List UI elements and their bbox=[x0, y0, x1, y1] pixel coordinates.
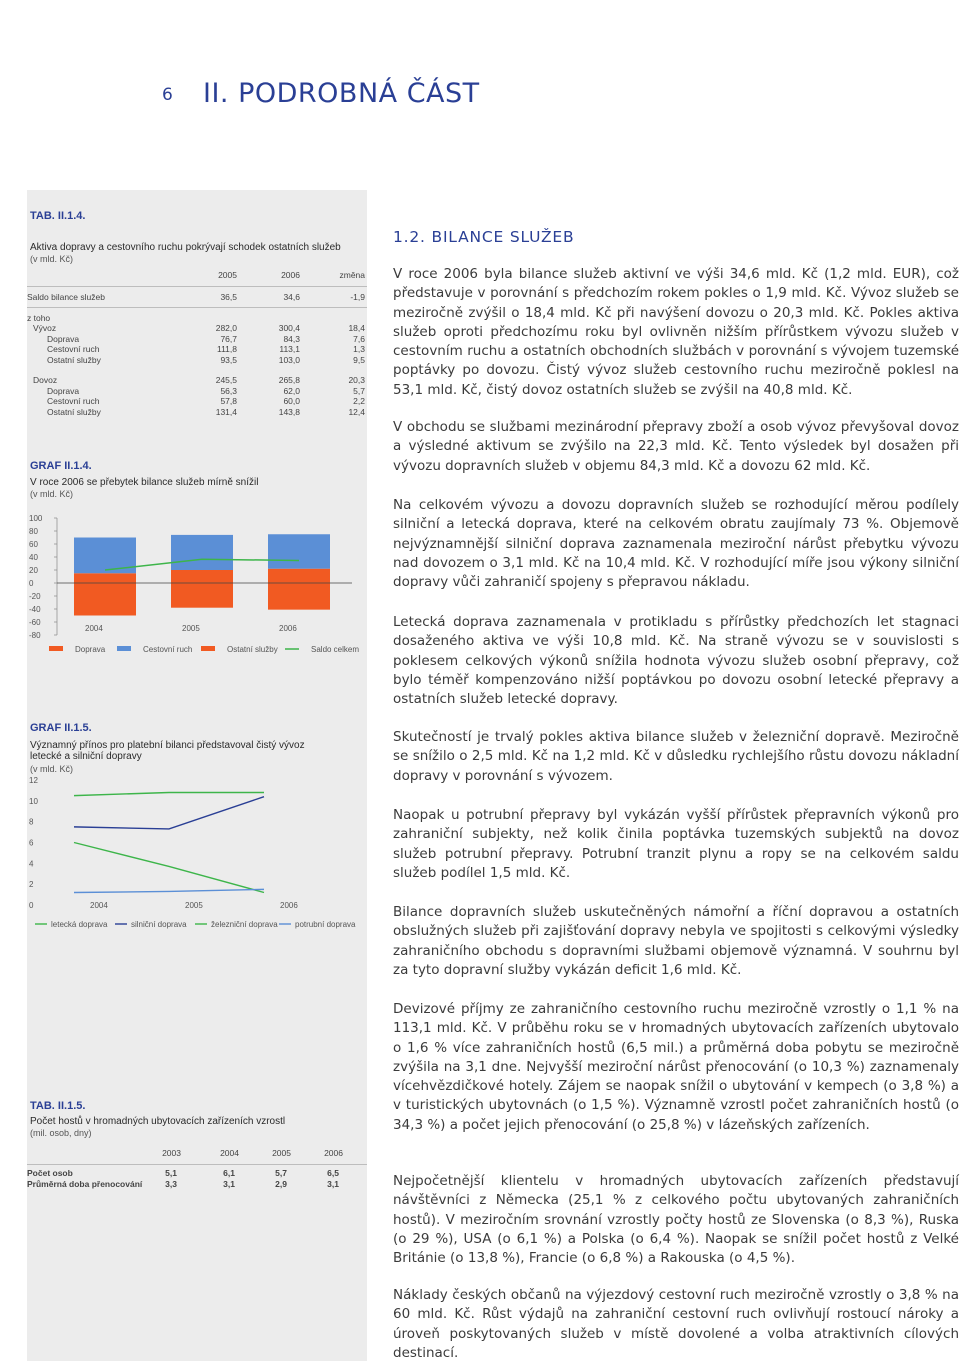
legend-swatch bbox=[117, 646, 131, 651]
chart-doprava bbox=[27, 772, 367, 942]
bar-cestovni-ruch bbox=[268, 534, 330, 568]
table-row bbox=[27, 323, 367, 334]
x-tick-label: 2004 bbox=[90, 901, 108, 910]
page-number: 6 bbox=[162, 85, 173, 105]
cell: 56,3 bbox=[220, 385, 237, 396]
table2-title: Počet hostů v hromadných ubytovacích zařízeních vzrostl bbox=[30, 1116, 286, 1127]
cell: 57,8 bbox=[220, 396, 237, 406]
y-tick-label: 8 bbox=[29, 817, 34, 827]
paragraph: Devizové příjmy ze zahraničního cestovního ruchu meziročně vzrostly o 1,1 % na 113,1 mld. Kč. V průběhu roku se v hromadných ubytovacích zařízeních ubytovalo o 1,6 % více zahraničních hostů (6,5 mil.) a průměrná doba pobytu se meziročně zvýšila na 3,1 dne. Nejvyšší meziroční nárůst přenocování (o 10,3 %) zaznamenaly vícehvězdičkové hotely. Zájem se naopak snížil o ubytování v kempech (o 3,8 %) a v turistických ubytovnách (o 1,5 %). Významně vzrostl počet zahraničních hostů (o 34,3 %) a počet jejich přenocování (o 25,8 %) v lázeňských zařízeních. bbox=[393, 1001, 959, 1133]
y-tick-label: 0 bbox=[29, 901, 34, 910]
table2-col: 2006 bbox=[324, 1148, 343, 1158]
table2-unit: (mil. osob, dny) bbox=[30, 1128, 92, 1138]
legend-swatch bbox=[201, 646, 215, 651]
legend-label: železniční doprava bbox=[211, 920, 278, 929]
row-label: Ostatní služby bbox=[47, 354, 101, 365]
line-silniční-doprava bbox=[74, 797, 264, 829]
legend-label: potrubní doprava bbox=[295, 920, 356, 929]
cell: 3,1 bbox=[223, 1178, 235, 1189]
cell: 6,1 bbox=[223, 1168, 235, 1178]
row-label: Cestovní ruch bbox=[47, 344, 100, 354]
cell: 84,3 bbox=[283, 333, 300, 344]
y-tick-label: 6 bbox=[29, 838, 34, 848]
bar-doprava bbox=[268, 569, 330, 583]
table1-title: Aktiva dopravy a cestovního ruchu pokrývají schodek ostatních služeb bbox=[30, 242, 341, 253]
cell: 20,3 bbox=[348, 375, 365, 385]
cell: 76,7 bbox=[220, 333, 237, 344]
table2-divider bbox=[27, 1164, 367, 1165]
graf2-title: Významný přínos pro platební bilanci představoval čistý vývoz letecké a silniční dopravy bbox=[30, 740, 305, 762]
cell: 3,3 bbox=[165, 1178, 177, 1189]
legend-label: letecká doprava bbox=[51, 920, 108, 929]
cell: 245,5 bbox=[215, 375, 237, 385]
table1-divider bbox=[27, 307, 367, 308]
table-row bbox=[27, 292, 367, 303]
cell: 5,7 bbox=[353, 385, 365, 396]
row-label: Počet osob bbox=[27, 1168, 73, 1178]
chapter-title: II. PODROBNÁ ČÁST bbox=[203, 78, 480, 109]
bar-ostatni-sluzby bbox=[268, 583, 330, 610]
cell: 18,4 bbox=[348, 323, 365, 333]
legend-label: Cestovní ruch bbox=[143, 645, 193, 654]
x-tick-label: 2006 bbox=[280, 901, 298, 910]
sidebar-panel bbox=[27, 190, 367, 1361]
paragraph: Na celkovém vývozu a dovozu dopravních služeb se rozhodující měrou podílely silniční a letecká doprava, které na celkovém obratu zaujímaly 73 %. Objemově nejvýznamnější silniční doprava zaznamenala meziroční nárůst přebytku vývozu nad dovozem o 3,1 mld. Kč na 10,4 mld. Kč. V rozhodující míře jsou výkony silniční dopravy vůči zahraničí spojeny s přepravou nákladu. bbox=[393, 497, 959, 591]
paragraph: Skutečností je trvalý pokles aktiva bilance služeb v železniční dopravě. Meziročně se snížilo o 2,5 mld. Kč na 1,2 mld. Kč v důsledku rychlejšího růstu dovozu nákladní dopravy v porovnání s vývozem. bbox=[393, 729, 959, 784]
section-title: 1.2. BILANCE SLUŽEB bbox=[393, 228, 575, 246]
y-tick-label: 2 bbox=[29, 880, 34, 890]
row-label: Ostatní služby bbox=[47, 406, 101, 417]
line-letecká-doprava bbox=[74, 793, 264, 796]
cell: -1,9 bbox=[350, 292, 365, 302]
legend-label: silniční doprava bbox=[131, 920, 187, 929]
graf1-title: V roce 2006 se přebytek bilance služeb mírně snížil bbox=[30, 477, 259, 488]
y-tick-label: 100 bbox=[29, 514, 43, 523]
cell: 1,3 bbox=[353, 344, 365, 354]
table1-col-2006: 2006 bbox=[281, 270, 300, 280]
table-row bbox=[27, 396, 367, 407]
bar-doprava bbox=[171, 570, 233, 583]
table-row bbox=[27, 386, 367, 397]
graf2-unit: (v mld. Kč) bbox=[30, 764, 74, 774]
cell: 7,6 bbox=[353, 333, 365, 344]
table2-col: 2003 bbox=[162, 1148, 181, 1158]
cell: 282,0 bbox=[215, 323, 237, 333]
cell: 5,7 bbox=[275, 1168, 287, 1178]
graf1-label: GRAF II.1.4. bbox=[30, 460, 92, 472]
y-tick-label: 4 bbox=[29, 859, 34, 869]
y-tick-label: 80 bbox=[29, 527, 38, 536]
paragraph: Bilance dopravních služeb uskutečněných námořní a říční dopravou a ostatních obslužných služeb při zajišťování dopravy nebyla ve spojitosti s celkovými výsledky zahraničního obchodu s dopravními službami objemově významná. V souhrnu byl za tyto dopravní služby vykázán deficit 1,6 mld. Kč. bbox=[393, 904, 959, 978]
row-label: Doprava bbox=[47, 333, 80, 344]
x-tick-label: 2005 bbox=[182, 624, 200, 633]
bar-ostatni-sluzby bbox=[74, 583, 136, 616]
table-row bbox=[27, 334, 367, 345]
cell: 5,1 bbox=[165, 1168, 177, 1178]
table1-col-change: změna bbox=[339, 270, 365, 280]
cell: 3,1 bbox=[327, 1178, 339, 1189]
legend-swatch bbox=[49, 646, 63, 651]
table-row bbox=[27, 1168, 367, 1179]
cell: 2,9 bbox=[275, 1178, 287, 1189]
paragraph: V obchodu se službami mezinárodní přepravy zboží a osob vývoz převyšoval dovoz a výsledné aktivum se zvýšilo na 22,3 mld. Kč. Tento výsledek byl dosažen při vývozu dopravních služeb v objemu 84,3 mld. Kč a dovozu 62 mld. Kč. bbox=[393, 419, 959, 474]
cell: 103,0 bbox=[278, 354, 300, 365]
y-tick-label: 60 bbox=[29, 540, 38, 549]
x-tick-label: 2006 bbox=[279, 624, 297, 633]
table1-header bbox=[27, 270, 367, 281]
legend-label: Doprava bbox=[75, 645, 106, 654]
cell: 6,5 bbox=[327, 1168, 339, 1178]
cell: 143,8 bbox=[278, 406, 300, 417]
y-tick-label: 40 bbox=[29, 553, 38, 562]
table-row bbox=[27, 375, 367, 386]
paragraph: Letecká doprava zaznamenala v protikladu s přírůstky předchozích let stagnaci dosaženého aktiva ve výši 10,8 mld. Kč. Na straně vývozu se v souvislosti s poklesem celkových výkonů snížila hodnota vývozu služeb osobní přepravy, což bylo téměř kompenzováno nižší poptávkou po dovozu osobní letecké přepravy a ostatních služeb letecké dopravy. bbox=[393, 614, 959, 708]
cell: 300,4 bbox=[278, 323, 300, 333]
cell: 62,0 bbox=[283, 385, 300, 396]
paragraph: Naopak u potrubní přepravy byl vykázán vyšší přírůstek přepravních výkonů pro zahraniční subjekty, než kolik činila poptávka tuzemských subjektů na dovoz služeb potrubní přepravy. Potrubní tranzit plynu a ropy se na celkovém saldu služeb podílel 1,5 mld. Kč. bbox=[393, 807, 959, 881]
legend-label: Ostatní služby bbox=[227, 645, 278, 654]
cell: 12,4 bbox=[348, 406, 365, 417]
y-tick-label: 10 bbox=[29, 796, 38, 806]
paragraph: Náklady českých občanů na výjezdový cestovní ruch meziročně vzrostly o 3,8 % na 60 mld. Kč. Růst výdajů na zahraniční cestovní ruch ovlivňují rostoucí nároky a úroveň poskytovaných služeb v místě dovolené a volba atraktivních cílových destinací. bbox=[393, 1287, 959, 1361]
graf2-label: GRAF II.1.5. bbox=[30, 722, 92, 734]
y-tick-label: 20 bbox=[29, 566, 38, 575]
cell: 60,0 bbox=[283, 396, 300, 406]
table1-unit: (v mld. Kč) bbox=[30, 254, 74, 264]
y-tick-label: 0 bbox=[29, 579, 34, 588]
row-label: Cestovní ruch bbox=[47, 396, 100, 406]
cell: 111,8 bbox=[216, 344, 237, 354]
paragraph: Nejpočetnější klientelu v hromadných ubytovacích zařízeních představují návštěvníci z Německa (25,1 % z celkového počtu ubytovaných zahraničních hostů). V meziročním srovnání vzrostly počty hostů ze Slovenska (o 8,3 %), Ruska (o 29 %), USA (o 6,1 %) a Polska (o 6,4 %). Naopak se snížil počet hostů z Velké Británie (o 13,8 %), Francie (o 6,8 %) a Rakouska (o 4,5 %). bbox=[393, 1173, 959, 1267]
cell: 36,5 bbox=[220, 292, 237, 302]
row-label: Vývoz bbox=[33, 323, 57, 333]
row-label: Průměrná doba přenocování bbox=[27, 1178, 143, 1189]
table1-col-2005: 2005 bbox=[218, 270, 237, 280]
table2-header bbox=[27, 1148, 367, 1159]
y-tick-label: -40 bbox=[29, 605, 41, 614]
line-železniční-doprava bbox=[74, 843, 264, 893]
table1-label: TAB. II.1.4. bbox=[30, 210, 86, 222]
table-row bbox=[27, 1179, 367, 1190]
bar-doprava bbox=[74, 573, 136, 583]
x-tick-label: 2004 bbox=[85, 624, 103, 633]
row-label: Saldo bilance služeb bbox=[27, 292, 105, 302]
row-label: Dovoz bbox=[33, 375, 58, 385]
table2-col: 2005 bbox=[272, 1148, 291, 1158]
row-label: z toho bbox=[27, 313, 51, 323]
paragraph: V roce 2006 byla bilance služeb aktivní ve výši 34,6 mld. Kč (1,2 mld. EUR), což představuje v porovnání s předchozím rokem pokles o 1,9 mld. Kč. Vývoz služeb se meziročně zvýšil o 18,4 mld. Kč při navýšení dovozu o 20,3 mld. Kč. Pokles aktiva služeb oproti předchozímu roku byl ovlivněn nižším přírůstkem vývozu služeb v cestovním ruchu a ostatních obchodních službách v porovnání s vývojem tuzemské poptávky po dovozu. Čistý vývoz služeb cestovního ruchu meziročně poklesl na 53,1 mld. Kč, čistý dovoz ostatních služeb se zvýšil na 40,8 mld. Kč. bbox=[393, 266, 959, 398]
table1-divider bbox=[27, 286, 367, 287]
cell: 34,6 bbox=[283, 292, 300, 302]
y-tick-label: 12 bbox=[29, 776, 38, 785]
chart-bilance-sluzeb bbox=[27, 508, 367, 668]
table2-label: TAB. II.1.5. bbox=[30, 1100, 86, 1112]
table-row bbox=[27, 344, 367, 355]
table-row bbox=[27, 407, 367, 418]
cell: 93,5 bbox=[220, 354, 237, 365]
table2 bbox=[27, 1140, 367, 1200]
row-label: Doprava bbox=[47, 385, 80, 396]
legend-label: Saldo celkem bbox=[311, 645, 360, 654]
graf1-unit: (v mld. Kč) bbox=[30, 489, 74, 499]
cell: 9,5 bbox=[353, 354, 365, 365]
y-tick-label: -60 bbox=[29, 618, 41, 627]
line-potrubní-doprava bbox=[74, 889, 264, 892]
cell: 2,2 bbox=[353, 396, 365, 406]
bar-ostatni-sluzby bbox=[171, 583, 233, 608]
table2-col: 2004 bbox=[220, 1148, 239, 1158]
bar-cestovni-ruch bbox=[171, 535, 233, 570]
y-tick-label: -80 bbox=[29, 631, 41, 640]
table-row bbox=[27, 355, 367, 366]
x-tick-label: 2005 bbox=[185, 901, 203, 910]
y-tick-label: -20 bbox=[29, 592, 41, 601]
cell: 131,4 bbox=[215, 406, 237, 417]
cell: 265,8 bbox=[278, 375, 300, 385]
cell: 113,1 bbox=[279, 344, 300, 354]
